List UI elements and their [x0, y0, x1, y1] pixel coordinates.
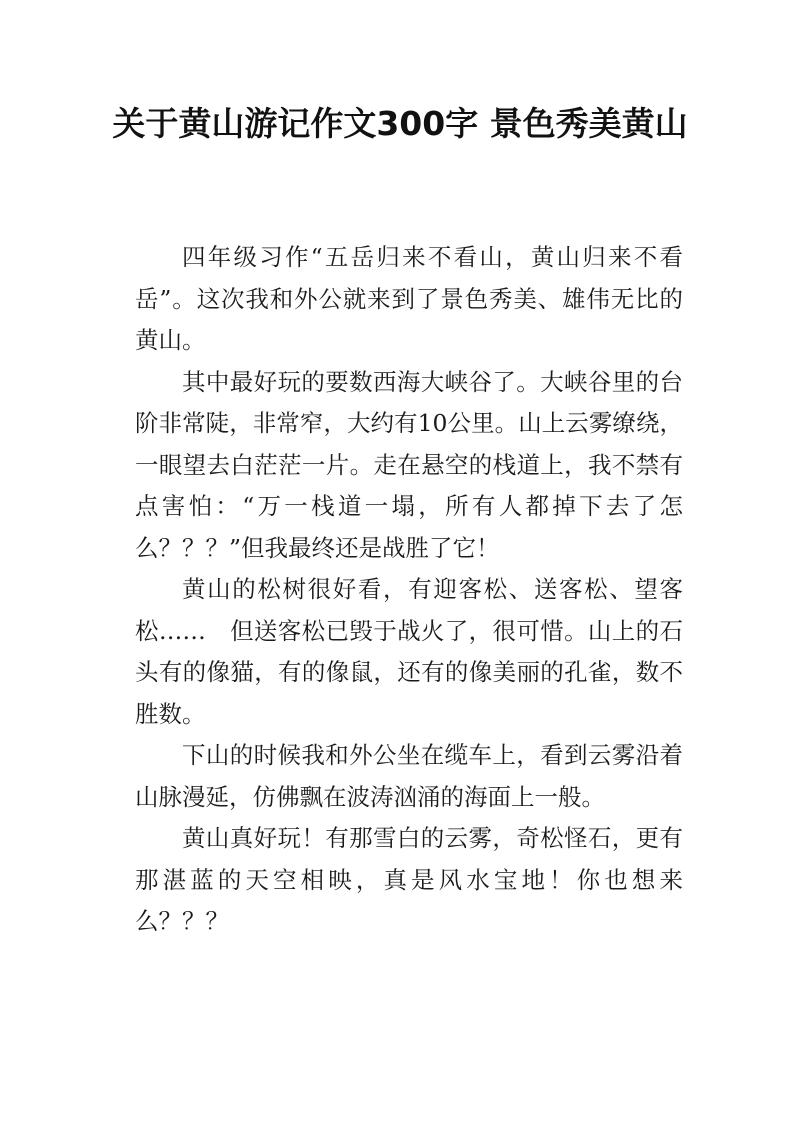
- paragraph-4: 下山的时候我和外公坐在缆车上，看到云雾沿着山脉漫延，仿佛飘在波涛汹涌的海面上一般。: [135, 741, 683, 811]
- paragraph-3: 黄山的松树很好看，有迎客松、送客松、望客松…… 但送客松已毁于战火了，很可惜。山上的石头有的像猫，有的像鼠，还有的像美丽的孔雀，数不胜数。: [135, 575, 683, 728]
- paragraph-2: 其中最好玩的要数西海大峡谷了。大峡谷里的台阶非常陡，非常窄，大约有10公里。山上云雾缭绕，一眼望去白茫茫一片。走在悬空的栈道上，我不禁有点害怕：“万一栈道一塌，所有人都掉下去了怎么？？？”但我最终还是战胜了它！: [135, 367, 683, 562]
- document-body: [135, 237, 683, 943]
- paragraph-1: 四年级习作“五岳归来不看山，黄山归来不看岳”。这次我和外公就来到了景色秀美、雄伟无比的黄山。: [135, 243, 683, 354]
- document-title: 关于黄山游记作文300字 景色秀美黄山: [112, 104, 688, 143]
- paragraph-5: 黄山真好玩！有那雪白的云雾，奇松怪石，更有那湛蓝的天空相映，真是风水宝地！你也想来么？？？: [135, 824, 683, 935]
